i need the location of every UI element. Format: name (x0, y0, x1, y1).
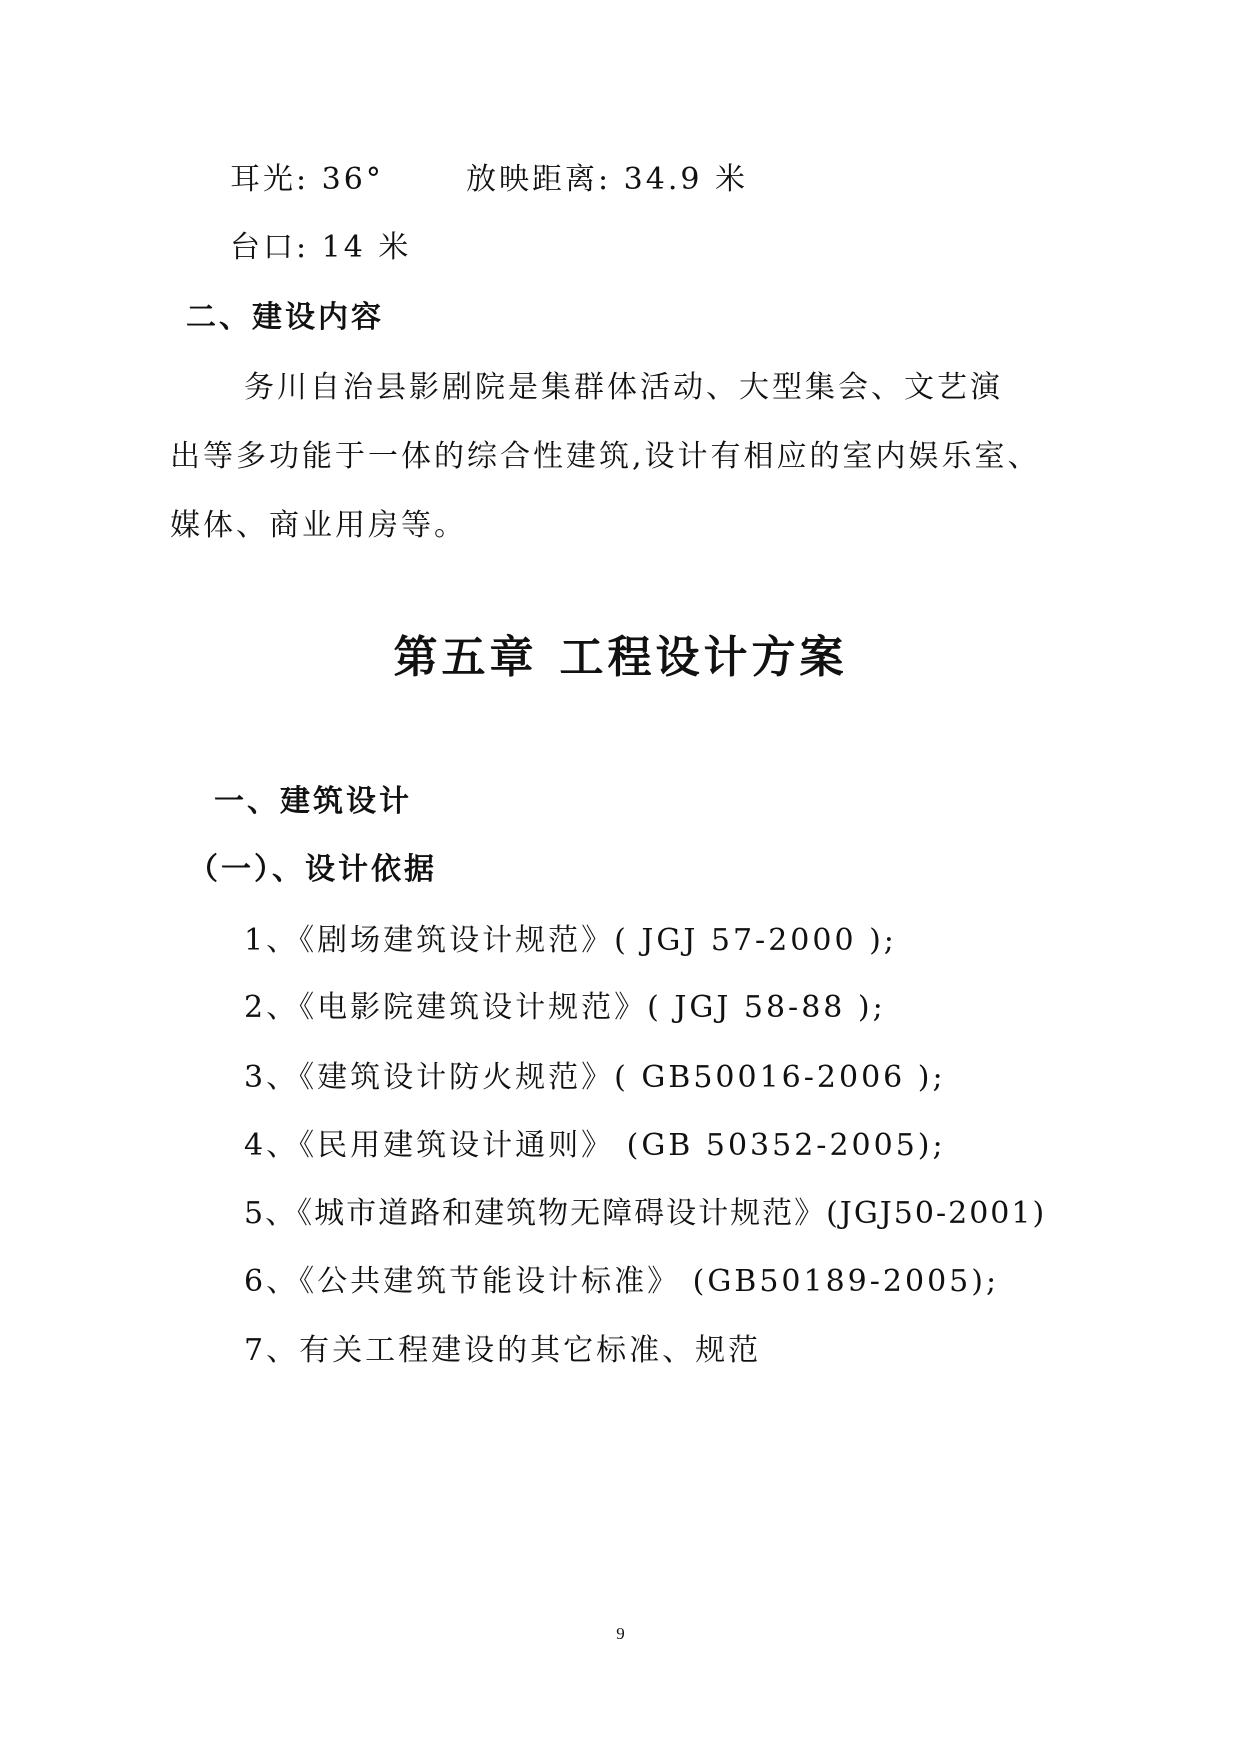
list-item: 7、有关工程建设的其它标准、规范 (244, 1333, 762, 1368)
list-item: 6、《公共建筑节能设计标准》 (GB50189-2005); (244, 1264, 1000, 1299)
chapter-number: 第五章 (393, 632, 538, 683)
section-two-paragraph-line-2: 出等多功能于一体的综合性建筑,设计有相应的室内娱乐室、 (170, 439, 1041, 474)
ear-light-text: 耳光: 36° (230, 162, 384, 197)
stage-opening-text: 台口: 14 米 (230, 230, 412, 265)
page-number: 9 (616, 1624, 625, 1643)
section-one-subheading: （一）、设计依据 (188, 852, 437, 887)
section-two-paragraph-line-1: 务川自治县影剧院是集群体活动、大型集会、文艺演 (244, 370, 1003, 405)
list-item: 3、《建筑设计防火规范》( GB50016-2006 ); (244, 1060, 946, 1095)
list-item: 2、《电影院建筑设计规范》( JGJ 58-88 ); (244, 990, 886, 1025)
chapter-name: 工程设计方案 (559, 632, 848, 683)
list-item: 4、《民用建筑设计通则》 (GB 50352-2005); (244, 1128, 946, 1163)
projection-distance-text: 放映距离: 34.9 米 (466, 162, 748, 197)
param-row-1 (230, 160, 748, 200)
list-item: 5、《城市道路和建筑物无障碍设计规范》(JGJ50-2001) (244, 1196, 1047, 1231)
section-two-heading: 二、建设内容 (186, 300, 384, 335)
chapter-title (0, 630, 1241, 686)
section-two-paragraph-line-3: 媒体、商业用房等。 (170, 508, 467, 543)
list-item: 1、《剧场建筑设计规范》( JGJ 57-2000 ); (244, 923, 897, 958)
section-one-heading: 一、建筑设计 (214, 784, 412, 819)
